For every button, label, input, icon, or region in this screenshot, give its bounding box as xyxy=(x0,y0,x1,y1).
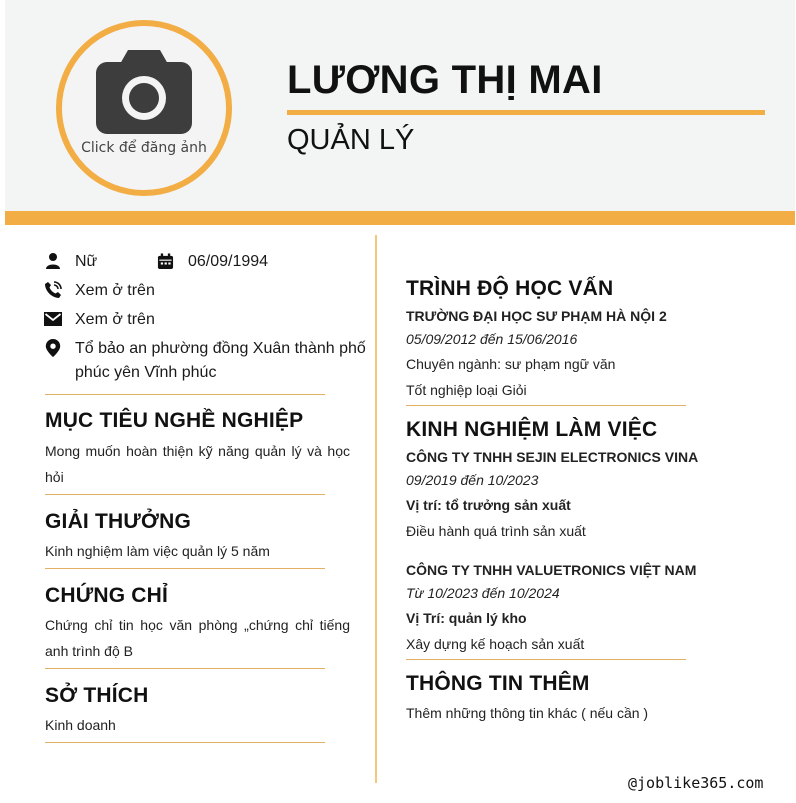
address-line-2: phúc yên Vĩnh phúc xyxy=(75,364,217,381)
job-description: Xây dựng kế hoạch sản xuất xyxy=(406,636,585,652)
job-position: Vị Trí: quản lý kho xyxy=(406,610,527,626)
education-period: 05/09/2012 đến 15/06/2016 xyxy=(406,331,578,347)
user-icon xyxy=(44,252,62,270)
email-icon xyxy=(44,311,62,327)
divider xyxy=(45,668,325,669)
divider xyxy=(406,659,686,660)
job-position: Vị trí: tổ trưởng sản xuất xyxy=(406,497,571,513)
education-major: Chuyên ngành: sư phạm ngữ văn xyxy=(406,356,616,372)
column-divider xyxy=(375,235,377,783)
email: Xem ở trên xyxy=(75,311,155,328)
certificates-heading: CHỨNG CHỈ xyxy=(45,584,169,607)
address-line-1: Tổ bảo an phường đồng Xuân thành phố xyxy=(75,340,366,357)
job-company: CÔNG TY TNHH VALUETRONICS VIỆT NAM xyxy=(406,562,697,578)
job-period: 09/2019 đến 10/2023 xyxy=(406,472,539,488)
hobbies-heading: SỞ THÍCH xyxy=(45,684,149,707)
certificates-text-line-1: Chứng chỉ tin học văn phòng „chứng chỉ tiếng xyxy=(45,617,350,633)
divider xyxy=(406,405,686,406)
objective-heading: MỤC TIÊU NGHỀ NGHIỆP xyxy=(45,409,304,432)
candidate-title: QUẢN LÝ xyxy=(287,124,415,156)
awards-heading: GIẢI THƯỞNG xyxy=(45,510,192,533)
camera-icon xyxy=(96,50,192,134)
education-grade: Tốt nghiệp loại Giỏi xyxy=(406,382,527,398)
candidate-name: LƯƠNG THỊ MAI xyxy=(287,58,603,102)
awards-text: Kinh nghiệm làm việc quản lý 5 năm xyxy=(45,543,270,559)
location-pin-icon xyxy=(45,339,61,357)
education-school: TRƯỜNG ĐẠI HỌC SƯ PHẠM HÀ NỘI 2 xyxy=(406,308,667,324)
birthdate: 06/09/1994 xyxy=(188,253,269,270)
divider xyxy=(45,742,325,743)
experience-heading: KINH NGHIỆM LÀM VIỆC xyxy=(406,418,658,441)
job-company: CÔNG TY TNHH SEJIN ELECTRONICS VINA xyxy=(406,449,699,465)
hobbies-text: Kinh doanh xyxy=(45,717,116,733)
objective-text-line-2: hỏi xyxy=(45,469,64,485)
certificates-text-line-2: anh trình độ B xyxy=(45,643,133,659)
objective-text-line-1: Mong muốn hoàn thiện kỹ năng quản lý và học xyxy=(45,443,350,459)
additional-text: Thêm những thông tin khác ( nếu cần ) xyxy=(406,705,649,721)
phone: Xem ở trên xyxy=(75,282,155,299)
divider xyxy=(45,494,325,495)
header-accent-bar xyxy=(5,211,795,225)
calendar-icon xyxy=(157,253,174,270)
phone-icon xyxy=(44,281,62,299)
divider xyxy=(45,568,325,569)
footer-handle: @joblike365.com xyxy=(628,774,764,792)
education-heading: TRÌNH ĐỘ HỌC VẤN xyxy=(406,277,614,300)
gender: Nữ xyxy=(75,253,98,270)
photo-upload[interactable] xyxy=(56,20,232,196)
job-period: Từ 10/2023 đến 10/2024 xyxy=(406,585,560,601)
job-description: Điều hành quá trình sản xuất xyxy=(406,523,586,539)
name-underline xyxy=(287,110,765,115)
photo-caption: Click để đăng ảnh xyxy=(81,140,207,156)
additional-heading: THÔNG TIN THÊM xyxy=(406,672,590,695)
divider xyxy=(45,394,325,395)
